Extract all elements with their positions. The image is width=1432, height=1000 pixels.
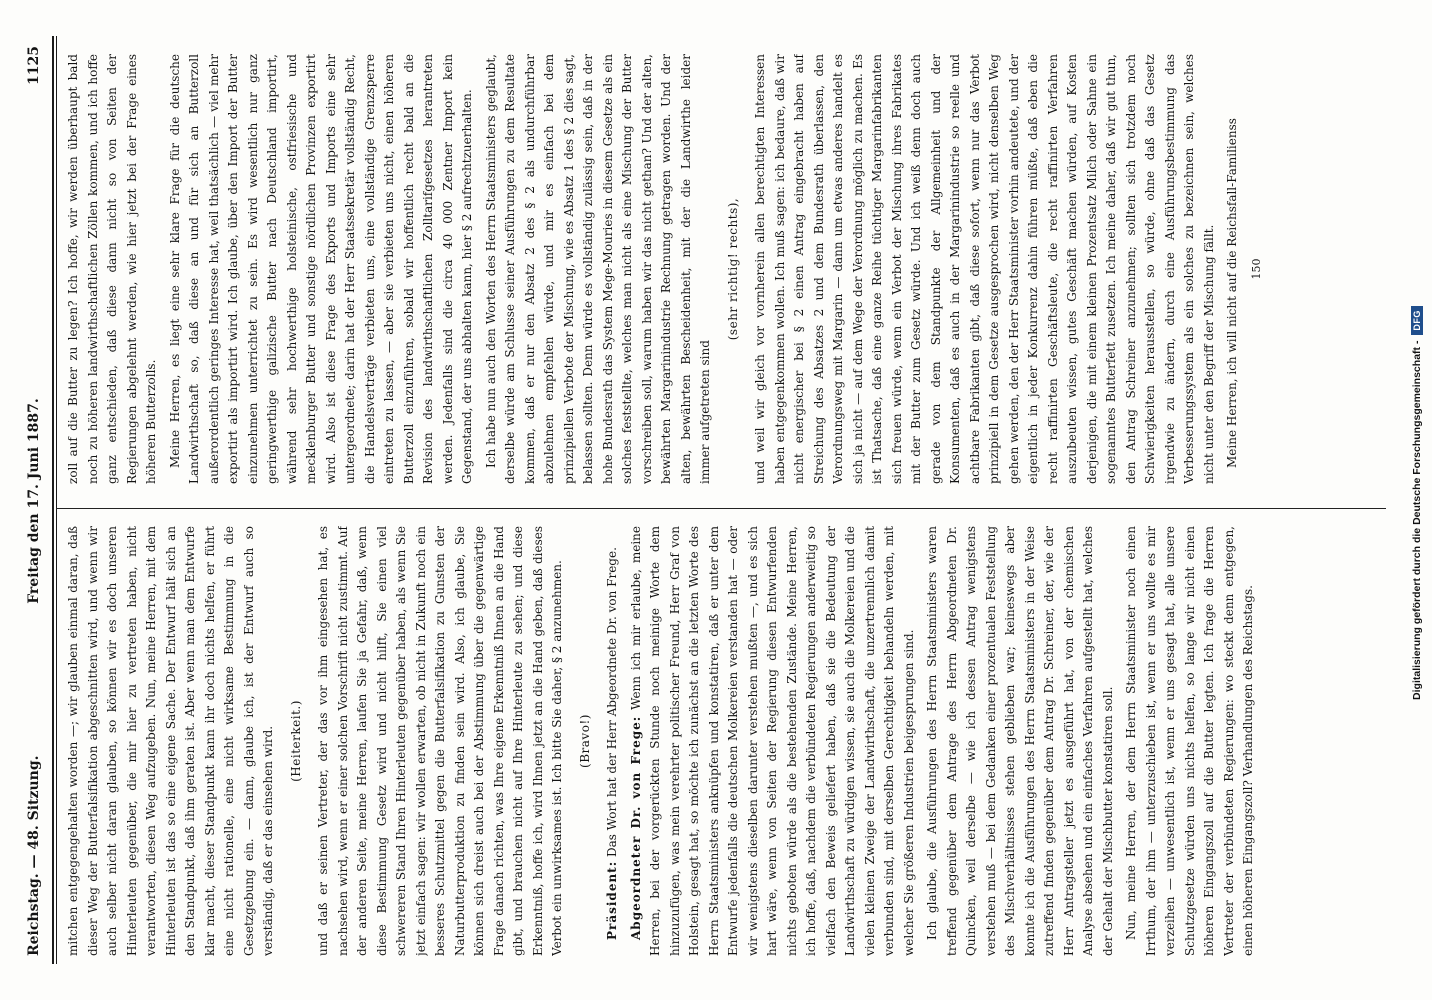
speaker-frege: Abgeordneter Dr. von Frege: [628,715,643,940]
paragraph: und weil wir gleich vor vornherein allen berechtigten Interessen haben entgegenkommen wollen. Ich muß sagen: ich bedaure, daß wir nicht energischer bei § 2 einen Antrag eingebracht haben auf Streichung des Absatzes 2 und dem Bundesrath überlassen, den Verordnungsweg mit Margarin — dann um etwas anderes handelt es sich ja nicht — auf dem Wege der Verordnung möglich zu machen. Es ist Thatsache, daß eine ganze Reihe tüchtiger Margarinfabrikanten sich freuen würde, wenn ein Verbot der Mischung ihres Fabrikates mit der Butter zum Gesetz würde. Und ich weiß denn doch auch gerade von dem Standpunkte der Allgemeinheit und der Konsumenten, daß es auch in der Margarinindustrie so reelle und achtbare Fabrikanten gibt, daß diese sofort, wenn nur das Verbot prinzipiell in dem Gesetze ausgesprochen wird, nicht denselben Weg gehen werden, den der Herr Staatsminister vorhin andeutete, und der eigentlich in jeder Konkurrenz dahin führen müßte, daß eben die recht raffinirten Geschäftsleute, die recht raffinirten Verfahren auszubeuten wissen, gutes Geschäft machen würden, auf Kosten derjenigen, die mit einem kleinen Prozentsatz Milch oder Sahne ein sogenanntes Butterfett zusetzen. Ich meine daher, daß wir gut thun, den Antrag Schreiner anzunehmen; sollten sich trotzdem noch Schwierigkeiten herausstellen, so würde, ohne daß das Gesetz irgendwie zu ändern, durch eine Ausführungsbestimmung das Verbesserungssystem als ein solches zu bezeichnen sein, welches nicht unter den Begriff der Mischung fällt. [753,54,1216,484]
audience-reaction: (Heiterkeit.) [288,700,303,782]
page-header [24,46,46,956]
audience-reaction: (sehr richtig! rechts), [725,197,740,341]
header-rule [52,36,54,964]
president-text: Das Wort hat der Herr Abgeordnete Dr. von Frege. [605,547,619,857]
paragraph: mitchen entgegengehalten worden —; wir glauben einmal daran, daß dieser Weg der Butterfalsifikation abgeschnitten wird, und wenn wir auch selber nicht daran glauben, so können wir es doch unseren Hinterleuten gegenüber, die mir hier zu vertreten haben, nicht verantworten, diesen Weg aufzugeben. Nun, meine Herren, mit dem Hinterleuten ist das so eine eigene Sache. Der Entwurf hält sich an den Standpunkt, daß ihm geraten ist. Aber wenn man dem Entwurfe klar macht, dieser Standpunkt kann ihr doch nichts helfen, er führt eine nicht rationelle, eine nicht wirksame Bestimmung in die Gesetzgebung ein. — dann, glaube ich, ist der Entwurf auch so verständig, daß er das einsehen wird. [66,526,275,956]
signature-mark: 150 [1249,258,1263,280]
header-page-number: 1125 [26,46,43,85]
president-line [603,526,623,956]
paragraph: zoll auf die Butter zu legen? Ich hoffe, wir werden überhaupt bald noch zu höheren landwirthschaftlichen Zöllen kommen, und ich hoffe ganz entschieden, daß diese dann nicht so von Seiten der Regierungen abgelehnt werden, wie hier jetzt bei der Frage eines höheren Butterzolls. [66,54,158,484]
audience-reaction: (Bravo!) [577,714,592,768]
paragraph: Meine Herren, ich will nicht auf die Reichsfall-Familienss [1225,118,1239,468]
credit-text: Digitalisierung gefördert durch die Deutsche Forschungsgemeinschaft - [1411,340,1423,700]
header-rule-thin [56,36,57,964]
speaker-president: Präsident: [605,860,619,940]
header-session-title: Reichstag. — 48. Sitzung. [26,755,43,956]
rotated-print-page [16,16,1406,984]
dfg-logo-icon: DFG [1411,306,1423,335]
header-date: Freitag den 17. Juni 1887. [26,398,43,604]
paragraph: Meine Herren, es liegt eine sehr klare Frage für die deutsche Landwirthschaft so, daß diese an und für sich an Butterzoll außerordentlich geringes Interesse hat, weil thatsächlich — viel mehr exportirt als importirt wird. Ich glaube, über den Import der Butter einzunehmen unterrichtet zu sein. Es wird wesentlich nur ganz geringwerthige galizische Butter nach Deutschland importirt, während sehr hochwerthige holsteinische, ostfriesische und mecklenburger Butter und sonstige nördlichen Provinzen exportirt wird. Also ist diese Frage des Exports und Imports eine sehr untergeordnete; darin hat der Herr Staatssekretär vollständig Recht, die Handelsverträge verbieten uns, eine vollständige Grenzsperre eintreten zu lassen, — aber sie verbieten uns nicht, einen höheren Butterzoll einzuführen, sobald wir hoffentlich recht bald an die Revision des landwirthschaftlichen Zolltarifgesetzes herantreten werden. Jedenfalls sind die circa 40 000 Zentner Import kein Gegenstand, der uns abhalten kann, hier § 2 aufrechtzuerhalten. [167,54,474,484]
paragraph: Ich habe nun auch den Worten des Herrn Staatsministers geglaubt, derselbe würde am Schlusse seiner Ausführungen zu dem Resultate kommen, daß er nur den Absatz 2 des § 2 als undurchführbar abzulehnen empfehlen würde, und mir es einfach bei dem prinzipiellen Verbote der Mischung, wie es Absatz 1 des § 2 dies sagt, belassen sollten. Denn würde es vollständig zulässig sein, daß in der hohe Bundesrath das System Mege-Mouries in diesem Gesetze als ein solches feststellte, welches man nicht als eine Mischung der Butter vorschreiben soll, warum haben wir das nicht gethan? Und der alten, bewährten Margarinindustrie Rechnung getragen worden. Und der alten, bewährten Bescheidenheit, mit der die Landwirthe leider immer aufgetreten sind [483,54,712,484]
paragraph: und daß er seinen Vertreter, der das vor ihm eingesehen hat, es nachsehen wird, wenn er einer solchen Vorschrift nicht zustimmt. Auf der anderen Seite, meine Herren, laufen Sie ja Gefahr, daß, wenn diese Bestimmung Gesetz wird und nicht hilft, Sie einen viel schwereren Stand Ihren Hinterleuten gegenüber haben, als wenn Sie jetzt einfach sagen: wir wollen erwarten, ob nicht in Zukunft noch ein besseres Schutzmittel gegen die Butterfalsifikation zu Gunsten der Naturbutterproduktion zu finden sein wird. Also, ich glaube, Sie können sich dreist auch bei der Abstimmung über die gegenwärtige Frage danach richten, was Ihre eigene Erkenntniß Ihnen an die Hand gibt, und brauchen nicht auf Ihre Hinterleute zu sehen; und diese Erkenntniß, hoffe ich, wird Ihnen jetzt an die Hand geben, daß dieses Verbot ein unwirksames ist. Ich bitte Sie daher, § 2 anzunehmen. [316,526,564,956]
digitization-credit [1406,8,1428,998]
paragraph: Nun, meine Herren, der dem Herrn Staatsminister noch einen Irrthum, der ihm — unterzuschieben ist, wenn er uns wollte es mir verzeihen — unwesentlich ist, wenn er uns gesagt hat, alle unsere Schutzgesetze würden uns nichts helfen, so lange wir nicht einen höheren Eingangszoll auf die Butter legten. Ich frage die Herren Vertreter der verbündeten Regierungen: wo steckt denn entgegen, einen höheren Eingangszoll? Verhandlungen des Reichstags. [1124,526,1255,956]
speech-text: Wenn ich mir erlaube, meine Herren, bei der vorgerückten Stunde noch meinige Worte dem hinzuzufügen, was mein verehrter politischer Freund, Herr Graf von Holstein, gesagt hat, so möchte ich zunächst an die letzten Worte des Herrn Staatsministers anknüpfen und konstatiren, daß er unter dem Entwurfe jedenfalls die deutschen Molkereien verstanden hat — oder wir wenigstens dieselben darunter verstehen mußten —, und es sich hart wäre, wenn von Seiten der Regierung diesen Entwurfenden nichts geboten würde als die bestehenden Zustände. Meine Herren, ich hoffe, daß, nachdem die verbündeten Regierungen anderweitig so vielfach den Beweis geliefert haben, daß sie die Bedeutung der Landwirthschaft zu würdigen wissen, sie auch die Molkereien und die vielen kleinen Zweige der Landwirthschaft, die unzertrennlich damit verbunden sind, mit derselben Gerechtigkeit behandeln werden, mit welcher Sie größeren Industrien beigesprungen sind. [628,526,916,956]
right-column [64,54,1386,484]
paragraph: Ich glaube, die Ausführungen des Herrn Staatsministers waren treffend gegenüber dem Antrage des Herrn Abgeordneten Dr. Quincken, weil derselbe — wie ich dessen Antrag wenigstens verstehen muß — bei dem Gedanken einer prozentualen Feststellung des Mischverhältnisses stehen geblieben war; keineswegs aber konnte ich die Ausführungen des Herrn Staatsministers in der Weise zutreffend finden gegenüber dem Antrag Dr. Schreiner, der, wie der Herr Antragsteller jetzt es ausgeführt hat, von der chemischen Analyse absehen und ein einfaches Verfahren aufgestellt hat, welches der Gehalt der Mischbutter konstatiren soll. [925,526,1115,956]
left-column [64,526,1386,956]
column-divider [56,508,1386,509]
speech-paragraph [627,526,920,956]
